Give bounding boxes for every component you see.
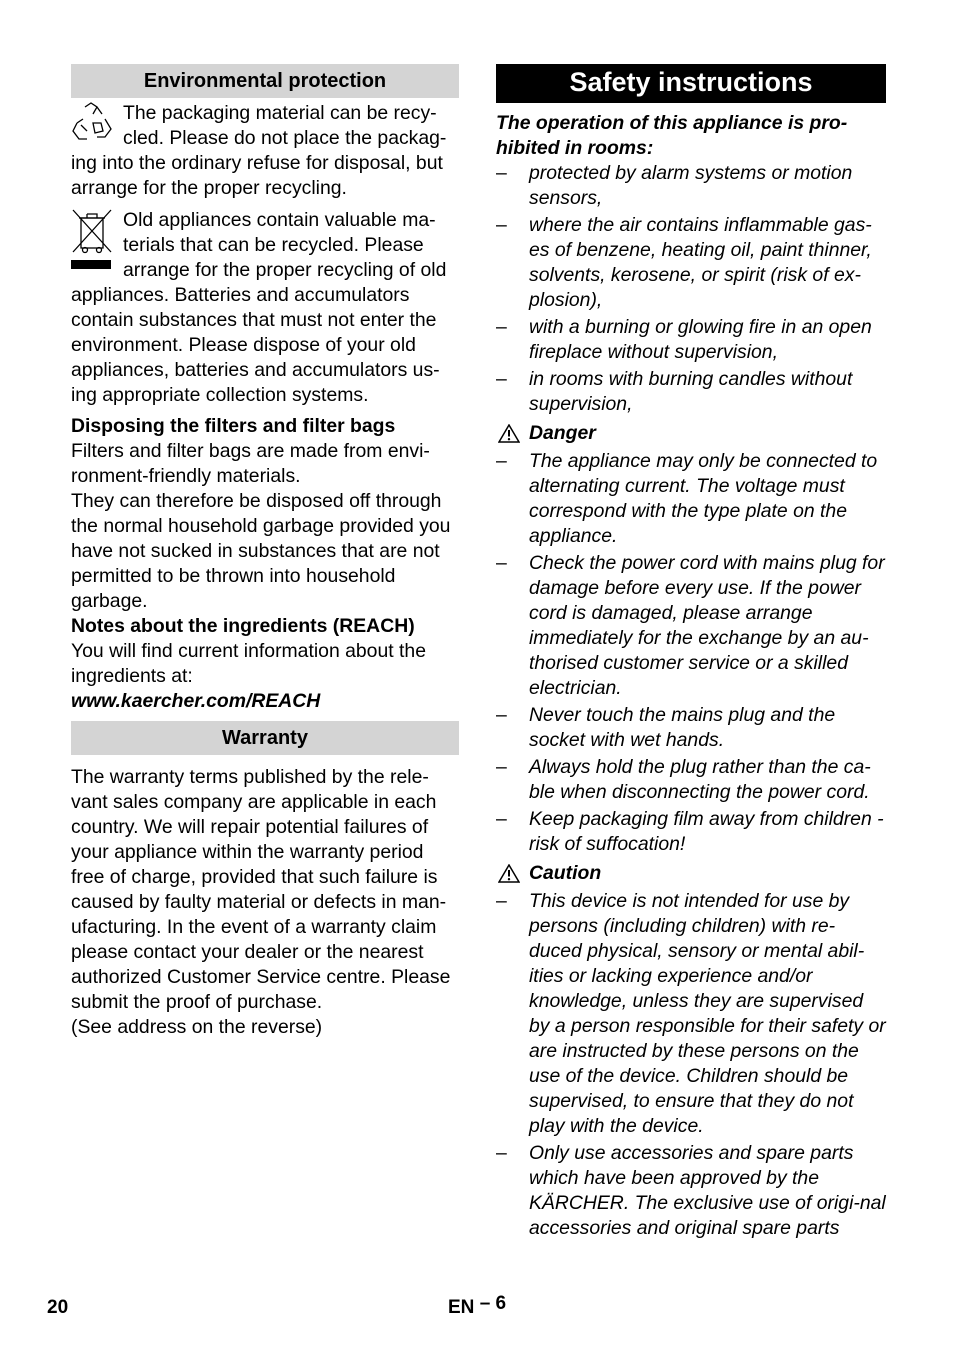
reach-heading: Notes about the ingredients (REACH) xyxy=(71,615,415,637)
filters-text-1: Filters and filter bags are made from envi-ronment-friendly materials. xyxy=(71,440,430,487)
list-item: – The appliance may only be connected to alternating current. The voltage must correspond with the type plate on the appliance. xyxy=(496,450,878,547)
warranty-text: The warranty terms published by the rele-vant sales company are applicable in each country. We will repair potential failures of your appliance within the warranty period free of charge, provided that such failure is caused by faulty material or defects in man-ufacturing. In the event of a warranty claim please contact your dealer or the nearest authorized Customer Service centre. Please submit the proof of purchase. xyxy=(71,766,451,1013)
section-page-number: 6 xyxy=(495,1293,507,1314)
page-number: 20 xyxy=(47,1297,69,1318)
dash-bullet: – xyxy=(496,368,507,390)
list-item: – Check the power cord with mains plug for damage before every use. If the power cord is damaged, please arrange immediately for the exchange by an au-thorised customer service or a skilled electrician. xyxy=(496,552,885,699)
danger-heading xyxy=(496,421,886,446)
dash-bullet: – xyxy=(496,704,507,726)
dash-bullet: – xyxy=(496,552,507,574)
env-old-appliances-text: Old appliances contain valuable ma-terials that can be recycled. Please arrange for the proper recycling of old appliances. Batteries and accumulators contain substances that must not enter the environment. Please dispose of your old appliances, batteries and accumulators us-ing appropriate collection systems. xyxy=(71,209,447,406)
warranty-heading: Warranty xyxy=(71,721,459,755)
env-packaging-text: The packaging material can be recy-cled. Please do not place the packag-ing into the ordinary refuse for disposal, but arrange for the proper recycling. xyxy=(71,102,447,199)
dash-bullet: – xyxy=(496,808,507,830)
dash-bullet: – xyxy=(496,450,507,472)
list-item: – Keep packaging film away from children - risk of suffocation! xyxy=(496,808,884,855)
dash-bullet: – xyxy=(496,214,507,236)
right-column xyxy=(496,64,886,1243)
left-column xyxy=(71,64,459,1040)
dash-bullet: – xyxy=(496,316,507,338)
language-code: EN xyxy=(448,1297,475,1318)
rooms-list xyxy=(496,161,886,417)
reach-url[interactable]: www.kaercher.com/REACH xyxy=(71,690,321,712)
recycling-icon xyxy=(71,101,121,151)
footer-dash: – xyxy=(479,1293,491,1314)
list-item: – with a burning or glowing fire in an open fireplace without supervision, xyxy=(496,316,872,363)
safety-instructions-heading: Safety instructions xyxy=(496,64,886,103)
list-item: – where the air contains inflammable gas-es of benzene, heating oil, paint thinner, solvents, kerosene, or spirit (risk of ex-plosion), xyxy=(496,214,872,311)
list-item: – in rooms with burning candles without supervision, xyxy=(496,368,853,415)
caution-label: Caution xyxy=(529,862,602,884)
caution-list xyxy=(496,889,886,1241)
list-item: – protected by alarm systems or motion sensors, xyxy=(496,162,853,209)
filters-text-2: They can therefore be disposed off through the normal household garbage provided you have not sucked in substances that are not permitted to be thrown into household garbage. xyxy=(71,490,451,612)
dash-bullet: – xyxy=(496,162,507,184)
environmental-protection-heading: Environmental protection xyxy=(71,64,459,98)
caution-heading xyxy=(496,861,886,886)
rooms-intro: The operation of this appliance is pro-hibited in rooms: xyxy=(496,112,848,159)
warning-triangle-icon xyxy=(498,864,520,883)
list-item: – Always hold the plug rather than the ca-ble when disconnecting the power cord. xyxy=(496,756,871,803)
danger-list xyxy=(496,449,886,857)
warranty-note: (See address on the reverse) xyxy=(71,1016,323,1038)
warning-triangle-icon xyxy=(498,424,520,443)
dash-bullet: – xyxy=(496,1142,507,1164)
list-item: – This device is not intended for use by persons (including children) with re-duced physical, sensory or mental abil-ities or lacking experience and/or knowledge, unless they are supervised by a person responsible for their safety or are instructed by these persons on the use of the device. Children should be supervised, to ensure that they do not play with the device. xyxy=(496,890,886,1137)
dash-bullet: – xyxy=(496,756,507,778)
reach-text: You will find current information about the ingredients at: xyxy=(71,640,426,687)
filters-heading: Disposing the filters and filter bags xyxy=(71,415,396,437)
list-item: – Never touch the mains plug and the socket with wet hands. xyxy=(496,704,836,751)
danger-label: Danger xyxy=(529,422,596,444)
section-page-label xyxy=(448,1293,507,1319)
list-item: – Only use accessories and spare parts which have been approved by the KÄRCHER. The exclusive use of origi-nal accessories and original spare parts xyxy=(496,1142,886,1239)
crossed-bin-icon xyxy=(71,208,121,276)
dash-bullet: – xyxy=(496,890,507,912)
